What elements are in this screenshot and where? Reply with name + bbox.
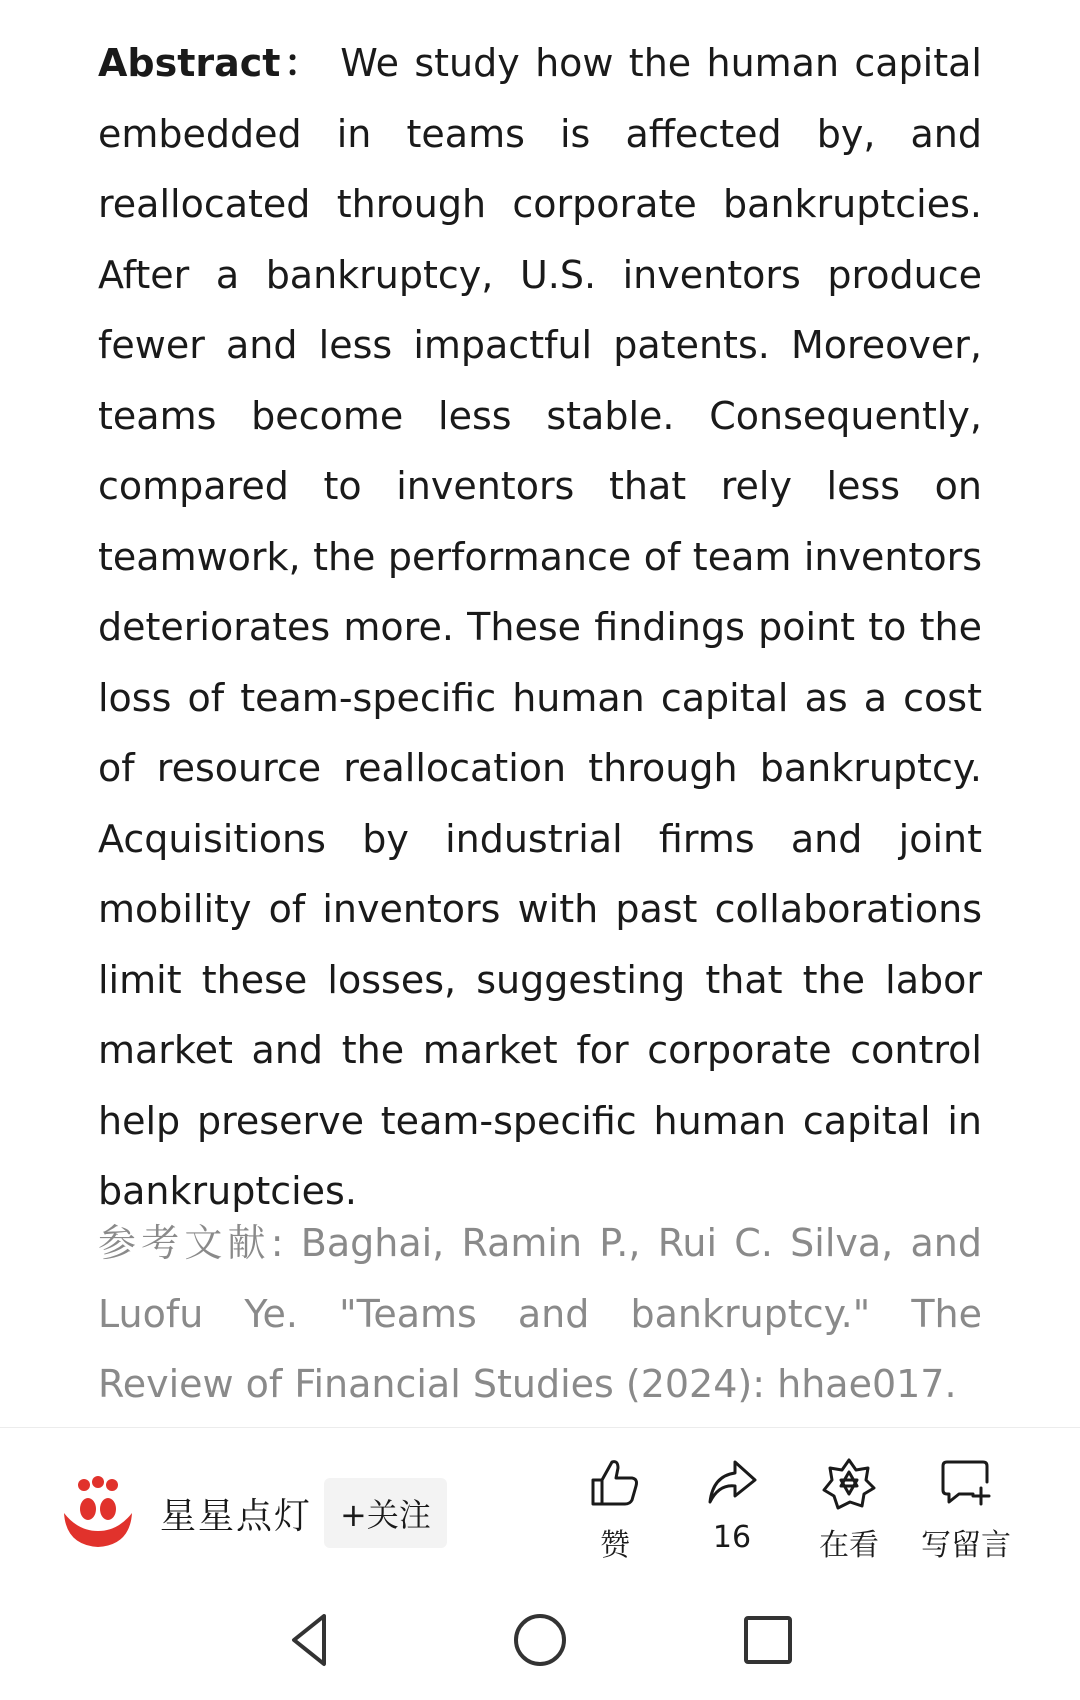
author-info[interactable] [58, 1468, 447, 1558]
watching-button[interactable] [794, 1456, 904, 1566]
reference-citation: 参考文献: Baghai, Ramin P., Rui C. Silva, and Luofu Ye. "Teams and bankruptcy." The Review of Financial Studies (2024): hhae017. [98, 1221, 982, 1406]
flower-watching-icon [822, 1456, 876, 1510]
like-button[interactable] [560, 1456, 670, 1566]
action-buttons [560, 1456, 1040, 1566]
write-comment-button[interactable] [911, 1456, 1021, 1566]
system-navigation-bar [0, 1590, 1080, 1700]
red-footprints-logo-icon[interactable] [58, 1473, 138, 1553]
abstract-label: Abstract： [98, 41, 325, 85]
bottom-action-bar [0, 1428, 1080, 1578]
comment-add-icon [939, 1456, 993, 1510]
home-circle-icon[interactable] [510, 1610, 570, 1670]
follow-button[interactable]: +关注 [324, 1478, 447, 1548]
share-button[interactable] [677, 1456, 787, 1566]
thumbs-up-icon [588, 1456, 642, 1510]
watching-label: 在看 [819, 1528, 879, 1563]
share-count: 16 [712, 1520, 752, 1555]
abstract-text: We study how the human capital embedded in teams is affected by, and reallocated through corporate bankruptcies. After a bankruptcy, U.S. inventors produce fewer and less impactful patents. Moreover, teams become less stable. Consequently, compared to inventors that rely less on teamwork, the performance of team inventors deteriorates more. These findings point to the loss of team-specific human capital as a cost of resource reallocation through bankruptcy. Acquisitions by industrial firms and joint mobility of inventors with past collaborations limit these losses, suggesting that the labor market and the market for corporate control help preserve team-specific human capital in bankruptcies. [98, 41, 982, 1213]
recents-square-icon[interactable] [738, 1610, 798, 1670]
abstract-paragraph [98, 28, 982, 1227]
share-arrow-icon [705, 1456, 759, 1510]
article-content [98, 28, 982, 1406]
author-name[interactable]: 星星点灯 [160, 1495, 313, 1537]
back-triangle-icon[interactable] [280, 1610, 340, 1670]
write-comment-label: 写留言 [921, 1528, 1011, 1563]
like-label: 赞 [600, 1528, 630, 1563]
